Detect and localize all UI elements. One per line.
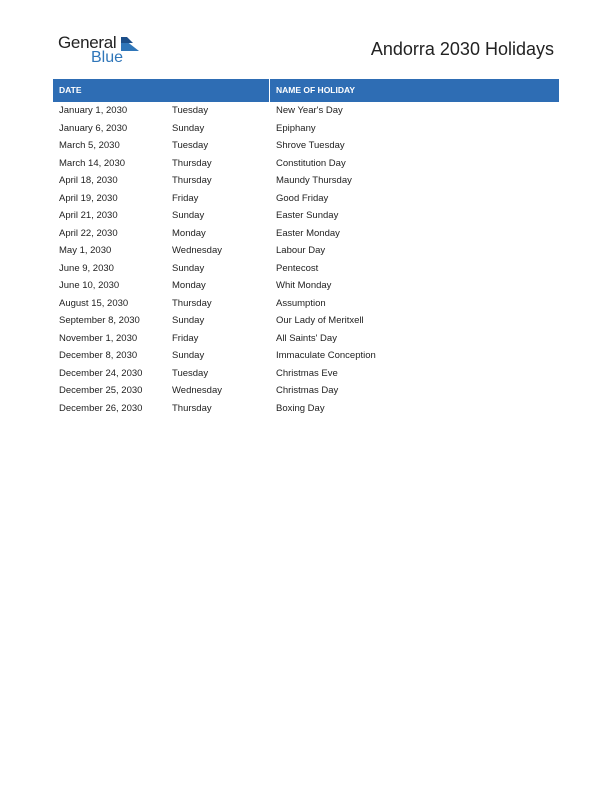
page-title: Andorra 2030 Holidays	[370, 39, 554, 59]
table-row	[53, 260, 559, 278]
cell-weekday: Monday	[172, 227, 206, 239]
cell-holiday-name: Maundy Thursday	[276, 175, 352, 186]
cell-holiday-name: New Year's Day	[276, 105, 343, 116]
brand-word-blue: Blue	[91, 49, 124, 66]
table-row	[53, 120, 559, 138]
cell-holiday-name: All Saints' Day	[276, 332, 337, 344]
cell-holiday-name: Christmas Eve	[276, 367, 338, 379]
cell-holiday-name: Good Friday	[276, 192, 329, 204]
cell-date: January 1, 2030	[59, 105, 128, 116]
table-row	[53, 347, 559, 365]
table-row	[53, 312, 559, 330]
table-row	[53, 172, 559, 190]
cell-weekday: Friday	[172, 332, 199, 344]
table-row	[53, 155, 559, 173]
cell-holiday-name: Constitution Day	[276, 157, 346, 169]
cell-holiday-name: Shrove Tuesday	[276, 140, 345, 151]
header-date: DATE	[59, 85, 82, 95]
cell-holiday-name: Christmas Day	[276, 385, 339, 396]
cell-date: April 22, 2030	[59, 227, 118, 239]
cell-holiday-name: Easter Monday	[276, 227, 340, 239]
cell-date: January 6, 2030	[59, 122, 128, 134]
cell-weekday: Thursday	[172, 297, 212, 309]
cell-weekday: Sunday	[172, 210, 205, 221]
table-row	[53, 225, 559, 243]
header-divider	[269, 79, 270, 102]
table-row	[53, 382, 559, 400]
cell-weekday: Sunday	[172, 350, 205, 361]
cell-holiday-name: Boxing Day	[276, 402, 325, 414]
cell-date: December 25, 2030	[59, 385, 143, 396]
cell-weekday: Thursday	[172, 402, 212, 414]
cell-date: November 1, 2030	[59, 332, 138, 344]
holiday-table	[53, 79, 559, 417]
table-row	[53, 330, 559, 348]
table-body	[53, 102, 559, 417]
cell-weekday: Wednesday	[172, 385, 222, 396]
table-row	[53, 190, 559, 208]
cell-weekday: Thursday	[172, 157, 212, 169]
cell-date: December 26, 2030	[59, 402, 143, 414]
cell-holiday-name: Epiphany	[276, 122, 316, 134]
table-row	[53, 277, 559, 295]
cell-holiday-name: Pentecost	[276, 262, 319, 274]
cell-date: June 9, 2030	[59, 262, 114, 274]
cell-date: May 1, 2030	[59, 245, 112, 256]
cell-holiday-name: Easter Sunday	[276, 210, 339, 221]
cell-date: April 19, 2030	[59, 192, 118, 204]
cell-weekday: Wednesday	[172, 245, 222, 256]
table-row	[53, 207, 559, 225]
cell-date: September 8, 2030	[59, 315, 140, 326]
table-row	[53, 365, 559, 383]
cell-holiday-name: Whit Monday	[276, 280, 332, 291]
header-holiday-name: NAME OF HOLIDAY	[276, 85, 356, 95]
cell-weekday: Thursday	[172, 175, 212, 186]
table-row	[53, 400, 559, 418]
cell-date: August 15, 2030	[59, 297, 129, 309]
cell-weekday: Friday	[172, 192, 199, 204]
cell-holiday-name: Assumption	[276, 297, 326, 309]
table-row	[53, 295, 559, 313]
table-header	[53, 79, 559, 102]
table-row	[53, 102, 559, 120]
table-row	[53, 242, 559, 260]
cell-weekday: Sunday	[172, 262, 205, 274]
cell-holiday-name: Immaculate Conception	[276, 350, 376, 361]
cell-date: April 18, 2030	[59, 175, 118, 186]
cell-weekday: Monday	[172, 280, 206, 291]
cell-date: March 14, 2030	[59, 157, 126, 169]
cell-weekday: Tuesday	[172, 105, 209, 116]
cell-date: December 8, 2030	[59, 350, 138, 361]
cell-date: June 10, 2030	[59, 280, 120, 291]
brand-logo	[58, 33, 148, 69]
cell-date: March 5, 2030	[59, 140, 120, 151]
cell-weekday: Sunday	[172, 315, 205, 326]
cell-holiday-name: Our Lady of Meritxell	[276, 315, 364, 326]
cell-weekday: Tuesday	[172, 367, 209, 379]
cell-weekday: Tuesday	[172, 140, 209, 151]
table-row	[53, 137, 559, 155]
cell-date: December 24, 2030	[59, 367, 143, 379]
cell-date: April 21, 2030	[59, 210, 118, 221]
cell-weekday: Sunday	[172, 122, 205, 134]
cell-holiday-name: Labour Day	[276, 245, 326, 256]
brand-word-general: General	[58, 33, 117, 52]
